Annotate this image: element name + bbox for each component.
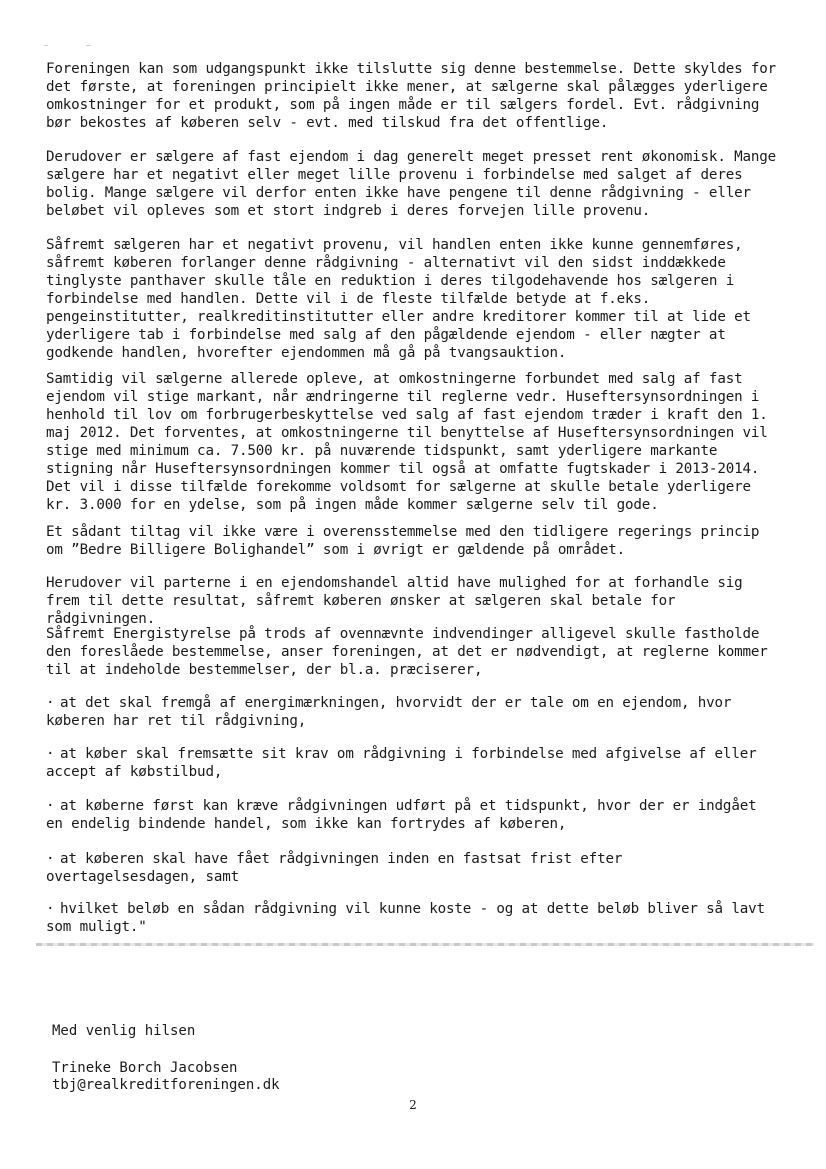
list-item-text: hvilket beløb en sådan rådgivning vil kunne koste - og at dette beløb bliver så lavt som muligt." [46, 901, 765, 935]
list-item-text: at køberne først kan kræve rådgivningen udført på et tidspunkt, hvor der er indgået en endelig bindende handel, som ikke kan fortrydes af køberen, [46, 798, 757, 832]
bullet-dot: · [46, 798, 55, 814]
list-item-text: at køberen skal have fået rådgivningen inden en fastsat frist efter overtagelsesdagen, samt [46, 851, 623, 885]
paragraph-1: Foreningen kan som udgangspunkt ikke tilslutte sig denne bestemmelse. Dette skyldes for det første, at foreningen principielt ikke mener, at sælgerne skal pålægges yderligere omkostninger for et produkt, som på ingen måde er til sælgers fordel. Evt. rådgivning bør bekostes af køberen selv - evt. med tilskud fra det offentlige. [46, 61, 777, 131]
bullet-dot: · [46, 901, 55, 917]
list-item-text: at køber skal fremsætte sit krav om rådgivning i forbindelse med afgivelse af eller accept af købstilbud, [46, 746, 757, 780]
scan-speck [44, 45, 48, 46]
list-item [46, 797, 781, 833]
signature-email: tbj@realkreditforeningen.dk [52, 1077, 280, 1093]
list-item [46, 850, 781, 886]
list-item [46, 745, 781, 781]
bullet-dot: · [46, 695, 55, 711]
bullet-dot: · [46, 851, 55, 867]
paragraph-7: Såfremt Energistyrelse på trods af ovennævnte indvendinger alligevel skulle fastholde den foreslåede bestemmelse, anser foreningen, at det er nødvendigt, at reglerne kommer til at indeholde bestemmelser, der bl.a. præciserer, [46, 626, 768, 678]
list-item [46, 900, 781, 936]
paragraph-6: Herudover vil parterne i en ejendomshandel altid have mulighed for at forhandle sig frem til dette resultat, såfremt køberen ønsker at sælgeren skal betale for rådgivningen. [46, 575, 743, 627]
list-item-text: at det skal fremgå af energimærkningen, hvorvidt der er tale om en ejendom, hvor køberen har ret til rådgivning, [46, 695, 732, 729]
scan-divider [36, 943, 814, 946]
list-item [46, 694, 781, 730]
paragraph-5: Et sådant tiltag vil ikke være i overensstemmelse med den tidligere regerings princip om ”Bedre Billigere Bolighandel” som i øvrigt er gældende på området. [46, 524, 760, 558]
paragraph-2: Derudover er sælgere af fast ejendom i dag generelt meget presset rent økonomisk. Mange sælgere har et negativt eller meget lille provenu i forbindelse med salget af deres bolig. Mange sælgere vil derfor enten ikke have pengene til denne rådgivning - eller beløbet vil opleves som et stort indgreb i deres forvejen lille provenu. [46, 149, 777, 219]
closing-greeting: Med venlig hilsen [52, 1023, 196, 1039]
bullet-dot: · [46, 746, 55, 762]
scan-speck [86, 45, 91, 46]
paragraph-4: Samtidig vil sælgerne allerede opleve, at omkostningerne forbundet med salg af fast ejendom vil stige markant, når ændringerne til reglerne vedr. Huseftersynsordningen i henhold til lov om forbrugerbeskyttelse ved salg af fast ejendom træder i kraft den 1. maj 2012. Det forventes, at omkostningerne til benyttelse af Huseftersynsordningen vil stige med minimum ca. 7.500 kr. på nuværende tidspunkt, samt yderligere markante stigning når Huseftersynsordningen kommer til også at omfatte fugtskader i 2013-2014. Det vil i disse tilfælde forekomme voldsomt for sælgerne at skulle betale yderligere kr. 3.000 for en ydelse, som på ingen måde kommer sælgerne selv til gode. [46, 371, 768, 513]
signature-name: Trineke Borch Jacobsen [52, 1060, 238, 1076]
paragraph-3: Såfremt sælgeren har et negativt provenu, vil handlen enten ikke kunne gennemføres, såfremt køberen forlanger denne rådgivning - alternativt vil den sidst inddækkede tinglyste panthaver skulle tåle en reduktion i deres tilgodehavende hos sælgeren i forbindelse med handlen. Dette vil i de fleste tilfælde betyde at f.eks. pengeinstitutter, realkreditinstitutter eller andre kreditorer kommer til at lide et yderligere tab i forbindelse med salg af den pågældende ejendom - eller nægter at godkende handlen, hvorefter ejendommen må gå på tvangsauktion. [46, 237, 751, 361]
page-number: 2 [409, 1098, 417, 1112]
